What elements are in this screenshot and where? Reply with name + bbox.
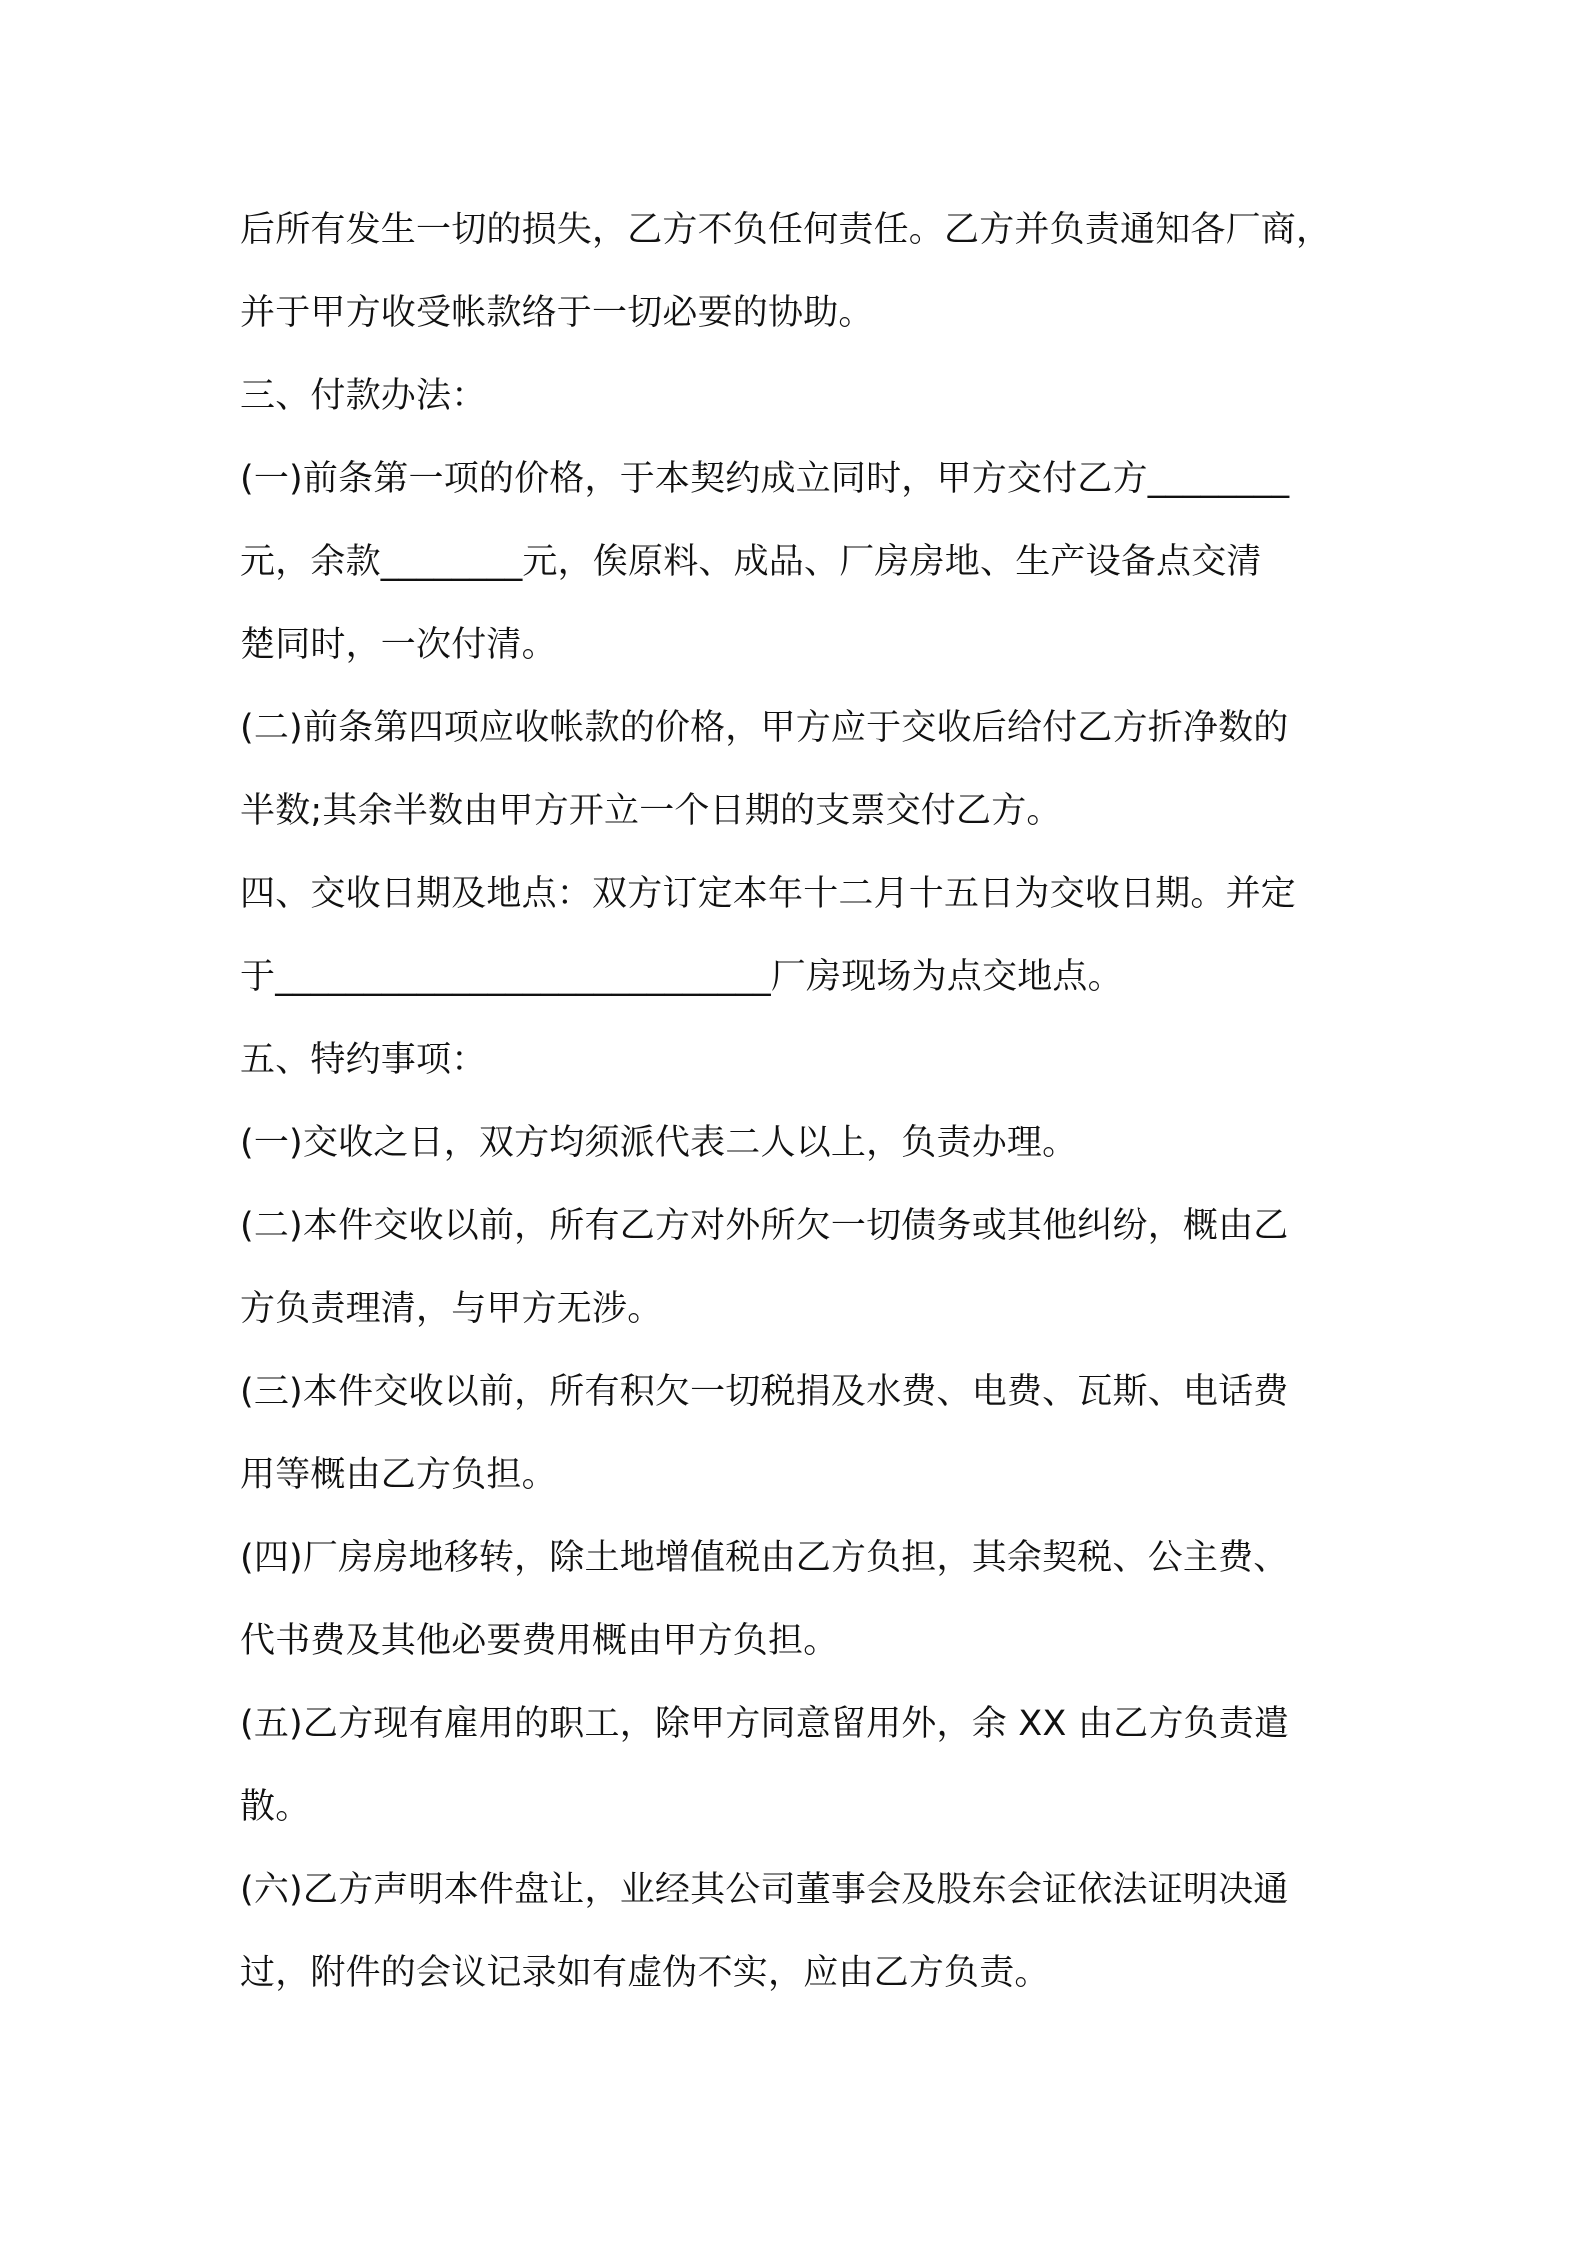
text-line: (一)前条第一项的价格，于本契约成立同时，甲方交付乙方________	[240, 459, 1290, 499]
section-heading-payment: 三、付款办法：	[240, 376, 487, 416]
text-line: (六)乙方声明本件盘让，业经其公司董事会及股东会证依法证明决通	[240, 1870, 1289, 1910]
text-line: (二)本件交收以前，所有乙方对外所欠一切债务或其他纠纷，概由乙	[240, 1206, 1289, 1246]
section-heading-delivery: 四、交收日期及地点：双方订定本年十二月十五日为交收日期。并定	[240, 874, 1297, 914]
text-line: 并于甲方收受帐款络于一切必要的协助。	[240, 293, 874, 333]
text-line: 于____________________________厂房现场为点交地点。	[240, 957, 1123, 997]
text-line: 过，附件的会议记录如有虚伪不实，应由乙方负责。	[240, 1953, 1050, 1993]
section-heading-special-terms: 五、特约事项：	[240, 1040, 487, 1080]
text-line: 散。	[240, 1787, 311, 1827]
text-line: 楚同时，一次付清。	[240, 625, 557, 665]
text-line: 半数;其余半数由甲方开立一个日期的支票交付乙方。	[240, 791, 1062, 831]
text-line: (四)厂房房地移转，除土地增值税由乙方负担，其余契税、公主费、	[240, 1538, 1289, 1578]
text-line: 后所有发生一切的损失，乙方不负任何责任。乙方并负责通知各厂商，	[240, 210, 1332, 250]
text-line: (一)交收之日，双方均须派代表二人以上，负责办理。	[240, 1123, 1078, 1163]
text-line: (二)前条第四项应收帐款的价格，甲方应于交收后给付乙方折净数的	[240, 708, 1289, 748]
text-line: 方负责理清，与甲方无涉。	[240, 1289, 663, 1329]
text-line: (五)乙方现有雇用的职工，除甲方同意留用外，余 XX 由乙方负责遣	[240, 1704, 1290, 1744]
text-line: 代书费及其他必要费用概由甲方负担。	[240, 1621, 839, 1661]
text-line: 用等概由乙方负担。	[240, 1455, 557, 1495]
text-line: 元，余款________元，俟原料、成品、厂房房地、生产设备点交清	[240, 542, 1262, 582]
text-line: (三)本件交收以前，所有积欠一切税捐及水费、电费、瓦斯、电话费	[240, 1372, 1289, 1412]
